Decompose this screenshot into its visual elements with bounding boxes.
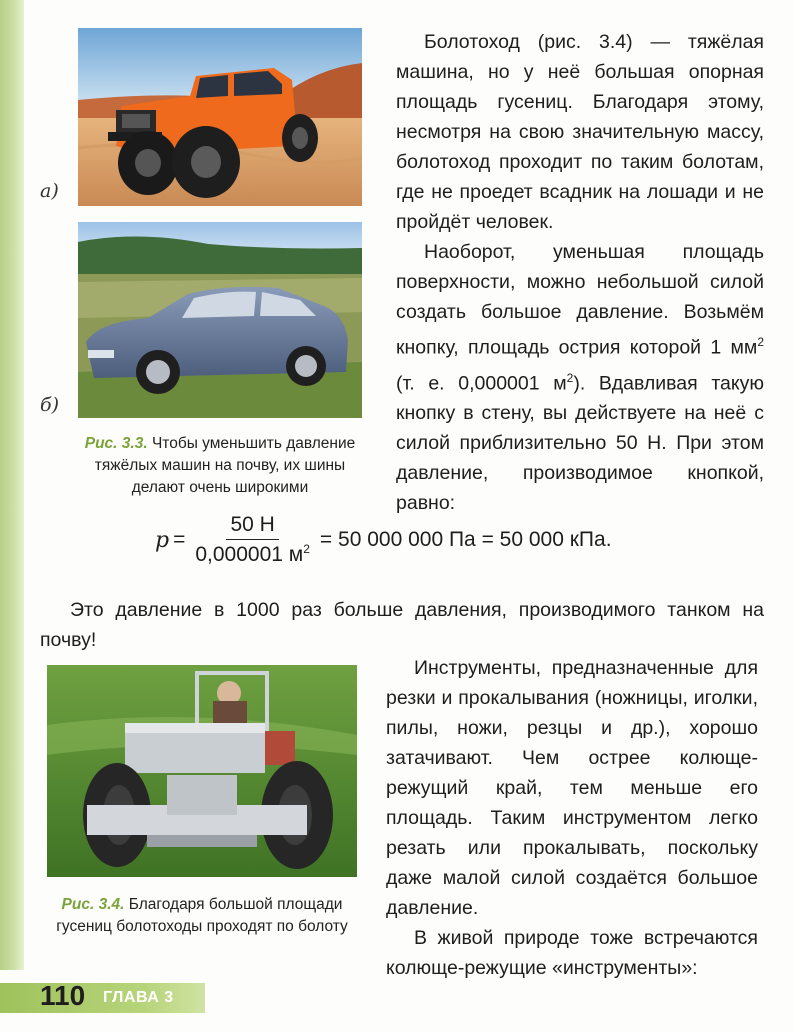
paragraph-pushpin-b: (т. е. 0,000001 м bbox=[396, 372, 567, 394]
figure-3-3-label-b: б) bbox=[40, 394, 60, 416]
paragraph-swamp-vehicle: Болотоход (рис. 3.4) — тяжёлая машина, но у неё большая опорная площадь гусениц. Благодаря этому, несмотря на свою значительную массу, болотоход проходит по таким болотам, где не проедет всадник на лошади и не пройдёт человек. bbox=[396, 31, 764, 233]
right-column-text bbox=[396, 27, 764, 518]
formula-equals: = bbox=[173, 528, 186, 551]
figure-3-3-caption-text: Чтобы уменьшить давление тяжёлых машин на почву, их шины делают очень широкими bbox=[94, 435, 356, 496]
margin-strip bbox=[0, 0, 24, 970]
sup-m2: 2 bbox=[566, 370, 574, 385]
pressure-formula bbox=[155, 513, 612, 567]
formula-result: = 50 000 000 Па = 50 000 кПа. bbox=[319, 528, 612, 551]
lower-right-column-text bbox=[386, 653, 758, 983]
paragraph-nature: В живой природе тоже встречаются колюще-режущие «инструменты»: bbox=[386, 927, 758, 979]
figure-swamp-vehicle-photo bbox=[47, 665, 357, 877]
figure-3-3-caption bbox=[68, 433, 372, 499]
figure-3-3-label-a: а) bbox=[40, 180, 59, 202]
figure-jeep-photo bbox=[78, 28, 362, 206]
paragraph-instruments: Инструменты, предназначенные для резки и прокалывания (ножницы, иголки, пилы, ножи, резцы и др.), хорошо затачивают. Чем острее колюще-режущий край, тем меньше его площадь. Таким инструментом легко резать или прокалывать, поскольку даже малой силой создаётся большое давление. bbox=[386, 657, 758, 919]
full-width-paragraph: Это давление в 1000 раз больше давления, производимого танком на почву! bbox=[40, 599, 764, 651]
formula-variable: p bbox=[155, 527, 170, 553]
sup-mm2: 2 bbox=[757, 335, 764, 349]
formula-denominator-sup: 2 bbox=[303, 542, 310, 556]
page-number: 110 bbox=[40, 980, 86, 1011]
chapter-label: ГЛАВА 3 bbox=[103, 989, 174, 1006]
figure-car-photo bbox=[78, 222, 362, 418]
formula-numerator: 50 Н bbox=[226, 513, 278, 540]
paragraph-pushpin-c: ). Вдавливая такую кнопку в стену, вы действуете на неё с силой приблизительно 50 Н. При этом давление, производимое кнопкой, равно: bbox=[396, 372, 765, 514]
figure-3-4-caption-label: Рис. 3.4. bbox=[61, 896, 125, 913]
figure-3-4-caption bbox=[56, 894, 348, 938]
formula-fraction bbox=[191, 513, 314, 567]
figure-3-3-caption-label: Рис. 3.3. bbox=[84, 435, 148, 452]
paragraph-pushpin bbox=[396, 237, 764, 518]
formula-denominator-text: 0,000001 м bbox=[195, 543, 304, 566]
paragraph-pushpin-a: Наоборот, уменьшая площадь поверхности, можно небольшой силой создать большое давление. Возьмём кнопку, площадь острия которой 1 мм bbox=[396, 241, 764, 359]
figure-3-4-caption-text: Благодаря большой площади гусениц болотоходы проходят по болоту bbox=[56, 896, 348, 935]
formula-denominator bbox=[191, 540, 314, 567]
